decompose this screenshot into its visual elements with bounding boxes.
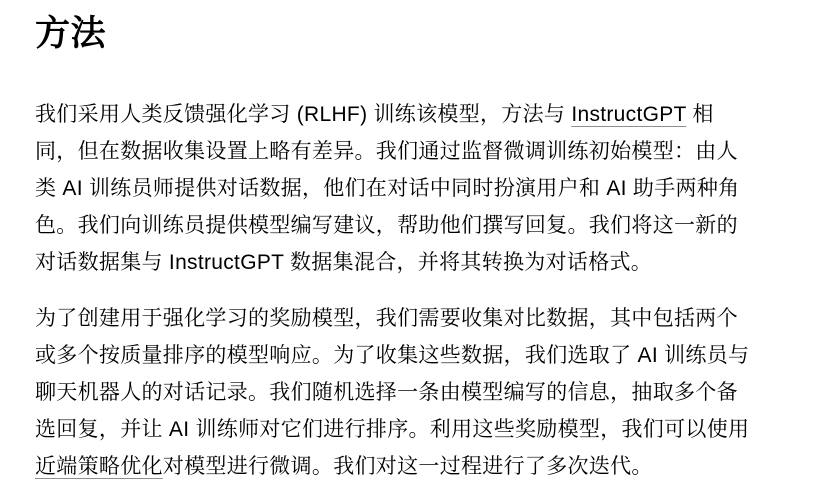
body-text: 对模型进行微调。我们对这一过程进行了多次迭代。 (162, 455, 653, 478)
body-text: 为了创建用于强化学习的奖励模型，我们需要收集对比数据，其中包括两个或多个按质量排序的模型响应。为了收集这些数据，我们选取了 AI 训练员与聊天机器人的对话记录。我们随机选择一条由模型编写的信息，抽取多个备选回复，并让 AI 训练师对它们进行排序。利用这些奖励模型，我们可以使用 (35, 307, 750, 441)
ppo-link[interactable]: 近端策略优化 (35, 455, 163, 478)
paragraph-methods-sft (35, 96, 756, 281)
paragraph-methods-rl (35, 300, 756, 485)
body-text: 我们采用人类反馈强化学习 (RLHF) 训练该模型，方法与 (35, 103, 572, 126)
body-text: 相同，但在数据收集设置上略有差异。我们通过监督微调训练初始模型：由人类 AI 训练员师提供对话数据，他们在对话中同时扮演用户和 AI 助手两种角色。我们向训练员提供模型编写建议，帮助他们撰写回复。我们将这一新的对话数据集与 InstructGPT 数据集混合，并将其转换为对话格式。 (35, 103, 740, 274)
instructgpt-link[interactable]: InstructGPT (571, 103, 687, 126)
page-title: 方法 (35, 14, 107, 53)
